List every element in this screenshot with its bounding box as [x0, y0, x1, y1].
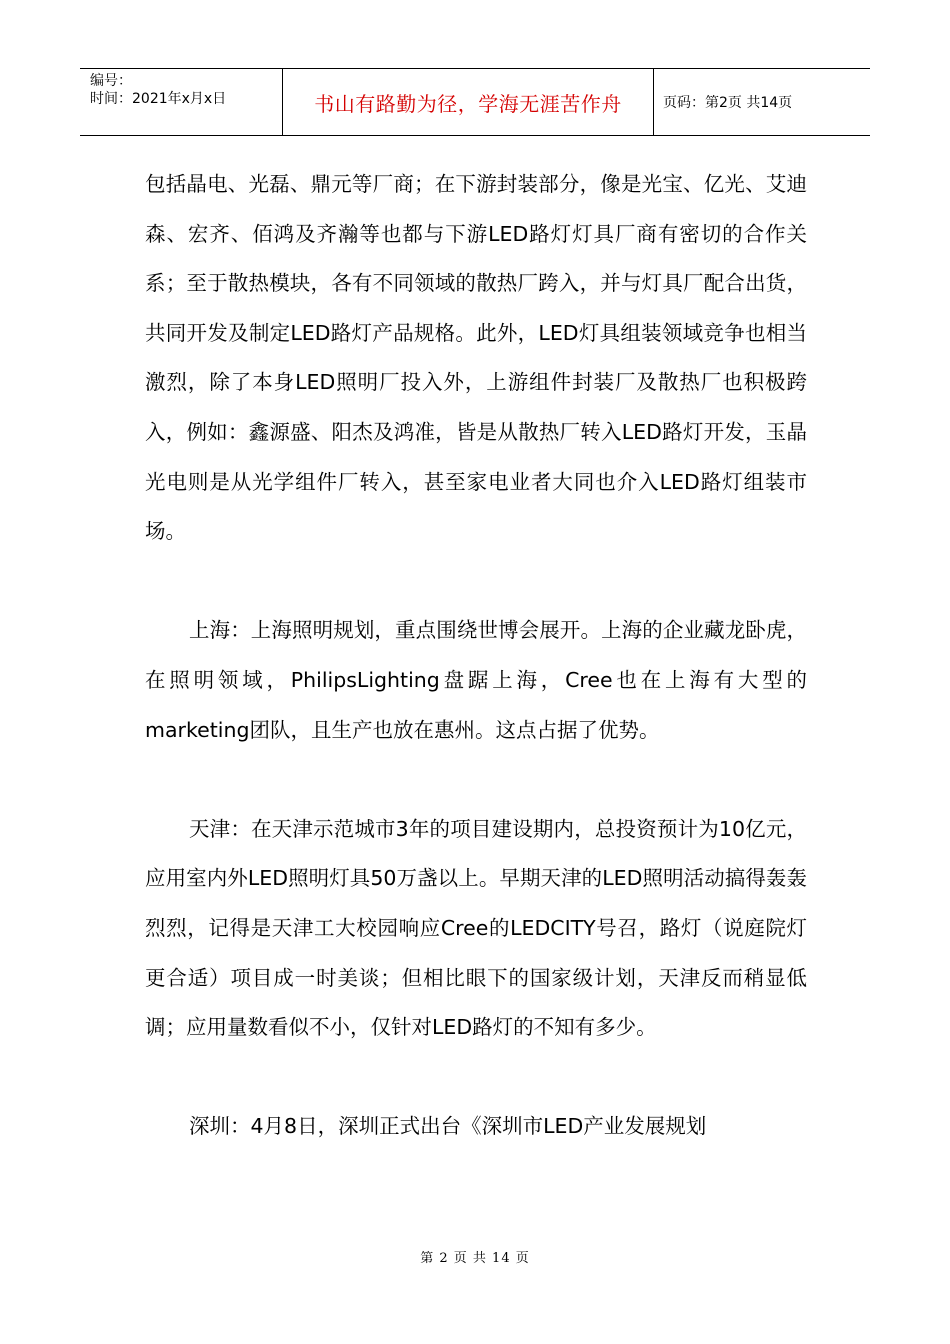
date-label: 时间：2021年x月x日 — [90, 91, 227, 107]
document-body — [145, 160, 807, 1152]
paragraph-spacer — [145, 755, 807, 805]
paragraph-shenzhen: 深圳：4月8日，深圳正式出台《深圳市LED产业发展规划 — [189, 1114, 707, 1139]
document-header — [80, 68, 870, 136]
motto-text: 书山有路勤为径，学海无涯苦作舟 — [314, 91, 622, 116]
paragraph-spacer — [145, 557, 807, 607]
header-meta-cell — [80, 69, 283, 136]
paragraph-shanghai: 上海：上海照明规划，重点围绕世博会展开。上海的企业藏龙卧虎，在照明领域，PhilipsLighting盘踞上海，Cree也在上海有大型的marketing团队，且生产也放在惠州。这点占据了优势。 — [145, 618, 807, 742]
paragraph-suppliers: 包括晶电、光磊、鼎元等厂商；在下游封装部分，像是光宝、亿光、艾迪森、宏齐、佰鸿及齐瀚等也都与下游LED路灯灯具厂商有密切的合作关系；至于散热模块，各有不同领域的散热厂跨入，并与灯具厂配合出货，共同开发及制定LED路灯产品规格。此外，LED灯具组装领域竞争也相当激烈，除了本身LED照明厂投入外，上游组件封装厂及散热厂也积极跨入，例如：鑫源盛、阳杰及鸿准，皆是从散热厂转入LED路灯开发，玉晶光电则是从光学组件厂转入，甚至家电业者大同也介入LED路灯组装市场。 — [145, 172, 807, 544]
page-footer: 第 2 页 共 14 页 — [420, 1251, 530, 1266]
paragraph-tianjin: 天津：在天津示范城市3年的项目建设期内，总投资预计为10亿元，应用室内外LED照明灯具50万盏以上。早期天津的LED照明活动搞得轰轰烈烈，记得是天津工大校园响应Cree的LEDCITY号召，路灯（说庭院灯更合适）项目成一时美谈；但相比眼下的国家级计划，天津反而稍显低调；应用量数看似不小，仅针对LED路灯的不知有多少。 — [145, 816, 807, 1040]
header-page-info: 页码：第2页 共14页 — [663, 95, 793, 111]
header-page-cell — [654, 69, 871, 136]
serial-number-label: 编号： — [90, 73, 132, 89]
paragraph-spacer — [145, 1053, 807, 1103]
header-motto-cell — [283, 69, 654, 136]
